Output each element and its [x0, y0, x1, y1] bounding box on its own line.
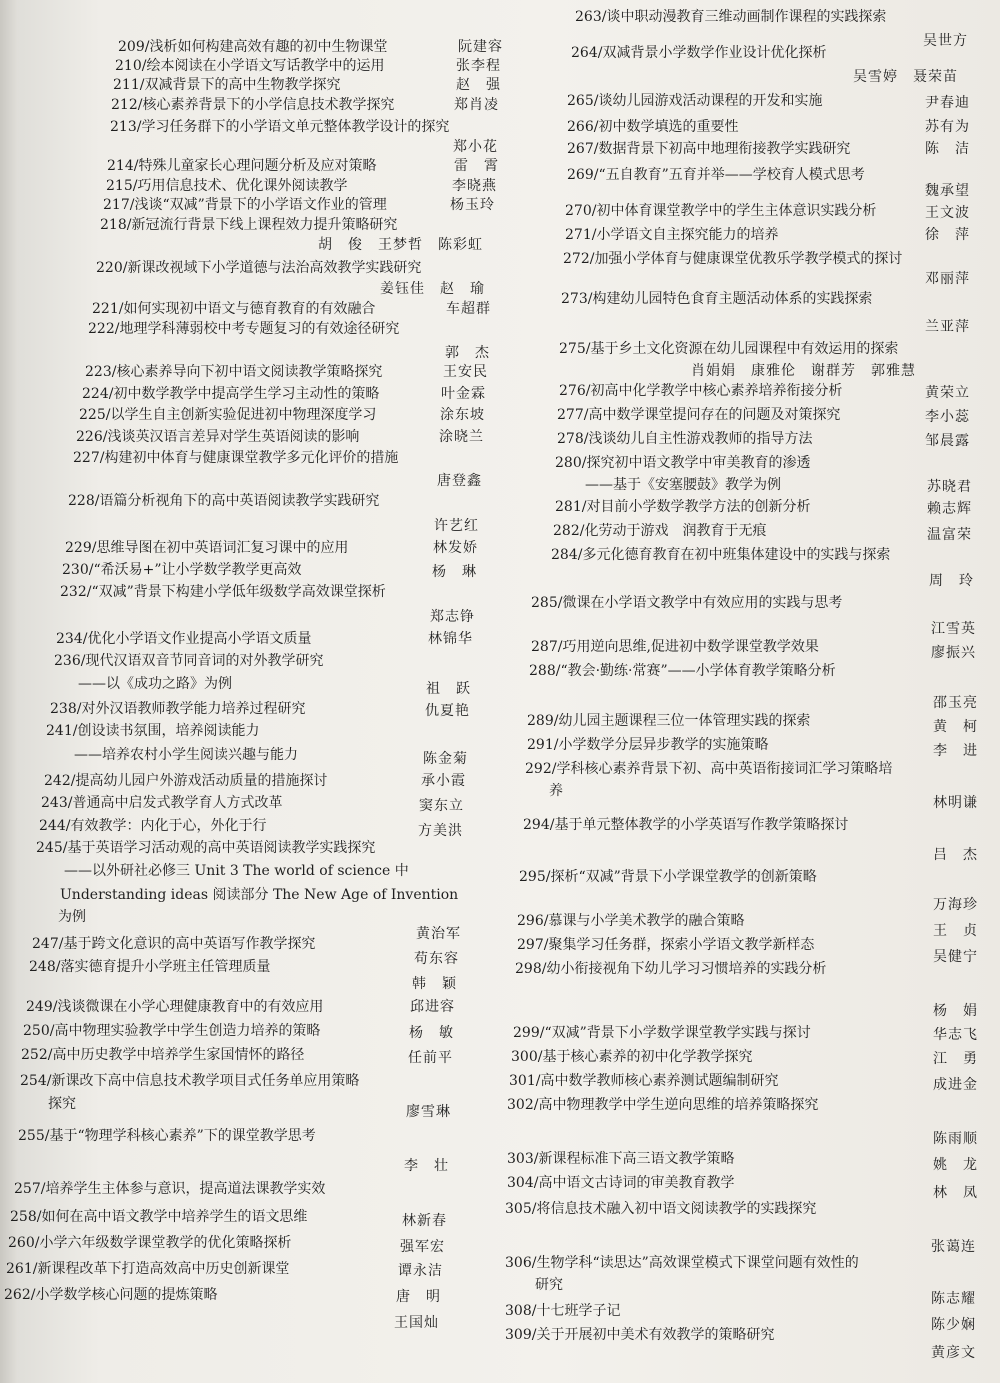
toc-entry-author: 吴健宁: [933, 949, 978, 965]
toc-entry-author: 尹春迪: [925, 95, 970, 111]
toc-entry-author: 吴世方: [923, 33, 968, 49]
toc-entry-author: 吕 杰: [933, 847, 978, 863]
toc-entry-author: 林 凤: [933, 1185, 978, 1201]
toc-entry-author: 林发娇: [433, 540, 478, 556]
toc-entry-author: 姜钰佳 赵 瑜: [380, 281, 485, 297]
toc-entry-author: 黄荣立: [925, 385, 970, 401]
toc-entry-author: 邱进容: [410, 999, 455, 1015]
toc-entry-title: 215/巧用信息技术、优化课外阅读教学: [106, 178, 348, 194]
toc-entry-title: 252/高中历史教学中培养学生家国情怀的路径: [21, 1047, 305, 1063]
page-binding-shadow: [0, 0, 18, 1383]
toc-entry-author: 江雪英: [931, 621, 976, 637]
toc-entry-author: 陈志耀: [931, 1291, 976, 1307]
toc-entry-author: 陈雨顺: [933, 1131, 978, 1147]
toc-entry-title: 305/将信息技术融入初中语文阅读教学的实践探究: [505, 1201, 817, 1217]
toc-entry-author: 温富荣: [927, 527, 972, 543]
toc-entry-author: 强军宏: [400, 1239, 445, 1255]
toc-entry-subtitle: 为例: [58, 909, 86, 925]
toc-entry-author: 许艺红: [434, 518, 479, 534]
toc-entry-subtitle: ——培养农村小学生阅读兴趣与能力: [74, 747, 298, 763]
toc-entry-title: 267/数据背景下初高中地理衔接教学实践研究: [567, 141, 851, 157]
toc-entry-title: 214/特殊儿童家长心理问题分析及应对策略: [107, 158, 377, 174]
toc-entry-title: 309/关于开展初中美术有效教学的策略研究: [505, 1327, 775, 1343]
toc-entry-title: 238/对外汉语教师教学能力培养过程研究: [50, 701, 306, 717]
toc-entry-author: 阮建容: [458, 39, 503, 55]
toc-entry-subtitle: 研究: [535, 1277, 563, 1293]
toc-entry-subtitle: Understanding ideas 阅读部分 The New Age of Invention: [60, 887, 459, 903]
toc-entry-title: 217/浅谈“双减”背景下的小学语文作业的管理: [103, 197, 387, 213]
toc-entry-title: 244/有效教学：内化于心，外化于行: [39, 818, 267, 834]
toc-entry-author: 李小蕊: [925, 409, 970, 425]
toc-entry-title: 225/以学生自主创新实验促进初中物理深度学习: [79, 407, 377, 423]
toc-entry-title: 292/学科核心素养背景下初、高中英语衔接词汇学习策略培: [525, 761, 893, 777]
toc-entry-subtitle: 探究: [48, 1096, 76, 1112]
toc-entry-author: 廖振兴: [931, 645, 976, 661]
toc-entry-author: 赵 强: [456, 77, 501, 93]
toc-entry-author: 唐登鑫: [437, 473, 482, 489]
toc-entry-author: 华志飞: [933, 1027, 978, 1043]
toc-entry-title: 282/化劳动于游戏 润教育于无痕: [553, 523, 767, 539]
toc-entry-title: 227/构建初中体育与健康课堂教学多元化评价的措施: [73, 450, 399, 466]
toc-entry-title: 303/新课程标准下高三语文教学策略: [507, 1151, 735, 1167]
toc-entry-title: 210/绘本阅读在小学语文写话教学中的运用: [115, 58, 385, 74]
toc-entry-title: 299/“双减”背景下小学数学课堂教学实践与探讨: [513, 1025, 811, 1041]
toc-entry-subtitle: ——以外研社必修三 Unit 3 The world of science 中: [64, 863, 409, 879]
toc-entry-author: 李 壮: [404, 1158, 449, 1174]
toc-entry-title: 242/提高幼儿园户外游戏活动质量的措施探讨: [44, 773, 328, 789]
toc-entry-title: 284/多元化德育教育在初中班集体建设中的实践与探索: [551, 547, 891, 563]
toc-entry-author: 张蔼连: [931, 1239, 976, 1255]
toc-entry-title: 212/核心素养背景下的小学信息技术教学探究: [111, 97, 395, 113]
toc-entry-author: 兰亚萍: [925, 319, 970, 335]
toc-entry-author: 杨 敏: [409, 1025, 454, 1041]
toc-entry-author: 魏承望: [925, 183, 970, 199]
toc-entry-author: 陈金菊: [423, 751, 468, 767]
toc-entry-author: 谭永洁: [398, 1263, 443, 1279]
toc-entry-author: 黄 柯: [933, 719, 978, 735]
toc-entry-author: 涂晓兰: [439, 429, 484, 445]
toc-entry-title: 209/浅析如何构建高效有趣的初中生物课堂: [118, 39, 388, 55]
toc-entry-title: 245/基于英语学习活动观的高中英语阅读教学实践探究: [36, 840, 376, 856]
toc-entry-author: 郭 杰: [445, 345, 490, 361]
toc-entry-author: 杨 琳: [432, 564, 477, 580]
toc-entry-author: 方美洪: [418, 823, 463, 839]
toc-entry-title: 250/高中物理实验教学中学生创造力培养的策略: [23, 1023, 321, 1039]
toc-entry-author: 肖娟娟 康雅伦 谢群芳 郭雅慧: [691, 363, 916, 379]
toc-entry-author: 杨 娟: [933, 1003, 978, 1019]
toc-entry-title: 262/小学数学核心问题的提炼策略: [4, 1287, 218, 1303]
toc-entry-title: 230/“希沃易+”让小学数学教学更高效: [62, 562, 302, 578]
toc-entry-author: 苏有为: [925, 119, 970, 135]
toc-entry-author: 王安民: [443, 364, 488, 380]
toc-entry-title: 272/加强小学体育与健康课堂优教乐学教学模式的探讨: [563, 251, 903, 267]
toc-entry-author: 雷 霄: [454, 158, 499, 174]
toc-entry-author: 涂东坡: [440, 407, 485, 423]
toc-entry-author: 赖志辉: [927, 501, 972, 517]
toc-entry-author: 陈 洁: [925, 141, 970, 157]
toc-entry-title: 287/巧用逆向思维,促进初中数学课堂教学效果: [531, 639, 819, 655]
toc-entry-title: 276/初高中化学教学中核心素养培养衔接分析: [559, 383, 843, 399]
toc-entry-title: 285/微课在小学语文教学中有效应用的实践与思考: [531, 595, 843, 611]
toc-entry-title: 304/高中语文古诗词的审美教育教学: [507, 1175, 735, 1191]
toc-entry-title: 213/学习任务群下的小学语文单元整体教学设计的探究: [110, 119, 450, 135]
toc-entry-author: 邵玉亮: [933, 695, 978, 711]
toc-entry-title: 300/基于核心素养的初中化学教学探究: [511, 1049, 753, 1065]
toc-entry-author: 黄治军: [416, 926, 461, 942]
toc-entry-author: 胡 俊 王梦哲 陈彩虹: [318, 237, 483, 253]
toc-entry-author: 李晓燕: [452, 178, 497, 194]
toc-entry-author: 江 勇: [933, 1051, 978, 1067]
toc-entry-author: 韩 颖: [412, 976, 457, 992]
toc-entry-title: 254/新课改下高中信息技术教学项目式任务单应用策略: [20, 1073, 360, 1089]
toc-entry-title: 302/高中物理教学中学生逆向思维的培养策略探究: [507, 1097, 819, 1113]
toc-entry-author: 黄彦文: [931, 1345, 976, 1361]
toc-entry-title: 249/浅谈微课在小学心理健康教育中的有效应用: [26, 999, 324, 1015]
toc-entry-title: 291/小学数学分层异步教学的实施策略: [527, 737, 769, 753]
toc-entry-title: 218/新冠流行背景下线上课程效力提升策略研究: [100, 217, 398, 233]
toc-entry-title: 281/对目前小学数学教学方法的创新分析: [555, 499, 811, 515]
toc-entry-title: 264/双减背景小学数学作业设计优化探析: [571, 45, 827, 61]
toc-entry-author: 林锦华: [428, 631, 473, 647]
toc-entry-title: 241/创设读书氛围，培养阅读能力: [46, 723, 260, 739]
toc-entry-author: 姚 龙: [933, 1157, 978, 1173]
toc-entry-author: 王国灿: [394, 1315, 439, 1331]
toc-entry-author: 张李程: [456, 58, 501, 74]
toc-entry-title: 308/十七班学子记: [505, 1303, 621, 1319]
toc-entry-title: 248/落实德育提升小学班主任管理质量: [29, 959, 271, 975]
toc-entry-title: 306/生物学科“读思达”高效课堂模式下课堂问题有效性的: [505, 1255, 859, 1271]
toc-entry-author: 吴雪婷 聂荣苗: [853, 69, 958, 85]
toc-entry-author: 廖雪琳: [406, 1104, 451, 1120]
toc-entry-author: 邓丽萍: [925, 271, 970, 287]
toc-entry-title: 220/新课改视域下小学道德与法治高效教学实践研究: [96, 260, 422, 276]
toc-entry-title: 260/小学六年级数学课堂教学的优化策略探析: [8, 1235, 292, 1251]
toc-entry-title: 270/初中体育课堂教学中的学生主体意识实践分析: [565, 203, 877, 219]
toc-entry-author: 郑小花: [453, 139, 498, 155]
toc-entry-author: 林新春: [402, 1213, 447, 1229]
toc-entry-author: 万海珍: [933, 897, 978, 913]
toc-entry-title: 221/如何实现初中语文与德育教育的有效融合: [92, 301, 376, 317]
toc-entry-title: 228/语篇分析视角下的高中英语阅读教学实践研究: [68, 493, 380, 509]
toc-entry-title: 273/构建幼儿园特色食育主题活动体系的实践探索: [561, 291, 873, 307]
toc-entry-title: 301/高中数学教师核心素养测试题编制研究: [509, 1073, 779, 1089]
toc-entry-title: 296/慕课与小学美术教学的融合策略: [517, 913, 745, 929]
toc-entry-title: 258/如何在高中语文教学中培养学生的语文思维: [10, 1209, 308, 1225]
toc-entry-author: 郑志铮: [430, 609, 475, 625]
toc-entry-title: 280/探究初中语文教学中审美教育的渗透: [555, 455, 811, 471]
toc-entry-title: 297/聚集学习任务群，探索小学语文教学新样态: [517, 937, 815, 953]
toc-entry-title: 222/地理学科薄弱校中考专题复习的有效途径研究: [88, 321, 400, 337]
toc-entry-author: 李 进: [933, 743, 978, 759]
toc-entry-author: 陈少娴: [931, 1317, 976, 1333]
toc-entry-author: 苏晓君: [927, 479, 972, 495]
toc-entry-title: 263/谈中职动漫教育三维动画制作课程的实践探索: [575, 9, 887, 25]
toc-entry-author: 郑肖凌: [454, 97, 499, 113]
toc-entry-author: 窦东立: [419, 798, 464, 814]
toc-entry-title: 265/谈幼儿园游戏活动课程的开发和实施: [567, 93, 823, 109]
toc-entry-title: 232/“双减”背景下构建小学低年级数学高效课堂探析: [60, 584, 386, 600]
toc-entry-subtitle: 养: [549, 783, 563, 799]
toc-entry-title: 255/基于“物理学科核心素养”下的课堂教学思考: [18, 1128, 316, 1144]
toc-entry-author: 王 贞: [933, 923, 978, 939]
toc-entry-author: 任前平: [408, 1050, 453, 1066]
toc-entry-title: 289/幼儿园主题课程三位一体管理实践的探索: [527, 713, 811, 729]
toc-entry-title: 269/“五自教育”五育并举——学校育人模式思考: [567, 167, 865, 183]
toc-entry-title: 211/双减背景下的高中生物教学探究: [113, 77, 341, 93]
toc-entry-title: 295/探析“双减”背景下小学课堂教学的创新策略: [519, 869, 817, 885]
toc-entry-title: 234/优化小学语文作业提高小学语文质量: [56, 631, 312, 647]
toc-entry-title: 277/高中数学课堂提问存在的问题及对策探究: [557, 407, 841, 423]
toc-entry-author: 仇夏艳: [425, 703, 470, 719]
toc-entry-author: 成进金: [933, 1077, 978, 1093]
toc-entry-author: 邹晨露: [925, 433, 970, 449]
toc-entry-title: 257/培养学生主体参与意识，提高道法课教学实效: [14, 1181, 326, 1197]
toc-entry-title: 229/思维导图在初中英语词汇复习课中的应用: [65, 540, 349, 556]
toc-entry-title: 278/浅谈幼儿自主性游戏教师的指导方法: [557, 431, 813, 447]
toc-entry-title: 266/初中数学填选的重要性: [567, 119, 739, 135]
toc-entry-author: 叶金霖: [441, 386, 486, 402]
toc-entry-author: 周 玲: [929, 573, 974, 589]
toc-entry-author: 唐 明: [396, 1289, 441, 1305]
toc-entry-title: 224/初中数学教学中提高学生学习主动性的策略: [82, 386, 380, 402]
toc-entry-title: 247/基于跨文化意识的高中英语写作教学探究: [32, 936, 316, 952]
toc-entry-title: 271/小学语文自主探究能力的培养: [565, 227, 779, 243]
toc-entry-title: 294/基于单元整体教学的小学英语写作教学策略探讨: [523, 817, 849, 833]
toc-entry-author: 苟东容: [414, 951, 459, 967]
toc-entry-author: 祖 跃: [426, 681, 471, 697]
toc-entry-title: 226/浅谈英汉语言差异对学生英语阅读的影响: [76, 429, 360, 445]
toc-entry-author: 徐 萍: [925, 227, 970, 243]
toc-entry-title: 298/幼小衔接视角下幼儿学习习惯培养的实践分析: [515, 961, 827, 977]
toc-entry-subtitle: ——基于《安塞腰鼓》教学为例: [585, 477, 781, 493]
toc-entry-subtitle: ——以《成功之路》为例: [78, 676, 232, 692]
toc-entry-title: 243/普通高中启发式教学育人方式改革: [41, 795, 283, 811]
toc-entry-author: 杨玉玲: [450, 197, 495, 213]
toc-entry-title: 261/新课程改革下打造高效高中历史创新课堂: [6, 1261, 290, 1277]
toc-entry-title: 288/“教会·勤练·常赛”——小学体育教学策略分析: [529, 663, 836, 679]
toc-entry-author: 承小霞: [421, 773, 466, 789]
toc-entry-title: 275/基于乡土文化资源在幼儿园课程中有效运用的探索: [559, 341, 899, 357]
toc-entry-title: 236/现代汉语双音节同音词的对外教学研究: [54, 653, 324, 669]
toc-entry-author: 车超群: [446, 301, 491, 317]
toc-entry-title: 223/核心素养导向下初中语文阅读教学策略探究: [85, 364, 383, 380]
toc-entry-author: 王文波: [925, 205, 970, 221]
toc-entry-author: 林明谦: [933, 795, 978, 811]
